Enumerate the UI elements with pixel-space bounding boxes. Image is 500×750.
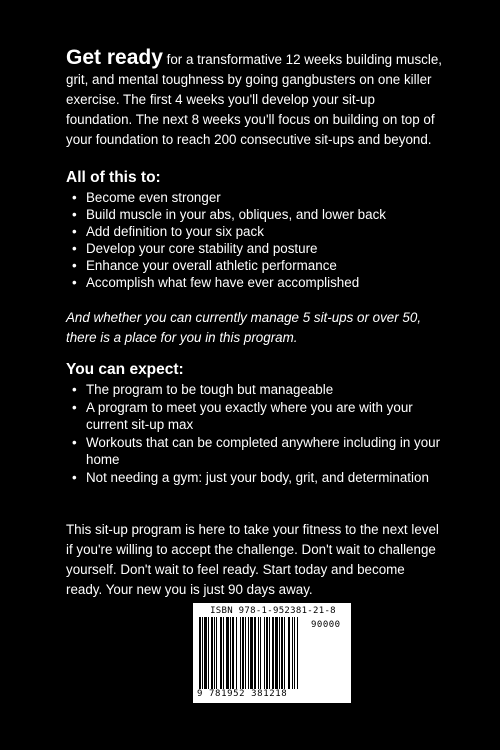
list-item: • Not needing a gym: just your body, grit, and determination	[66, 469, 442, 486]
barcode-bar	[214, 617, 215, 689]
barcode-bar	[223, 617, 224, 689]
barcode-bar	[211, 617, 213, 689]
barcode-bar	[242, 617, 244, 689]
closing-paragraph: This sit-up program is here to take your fitness to the next level if you're willing to accept the challenge. Don't wait to challenge yourself. Don't wait to feel ready. Start today and become ready. Your new you is just 90 days away.	[66, 522, 439, 597]
isbn-label: ISBN 978-1-952381-21-8	[210, 606, 336, 616]
barcode-bar	[245, 617, 246, 689]
barcode-bar	[199, 617, 201, 689]
barcode-bar	[279, 617, 280, 689]
barcode-bar	[264, 617, 265, 689]
barcode-bar	[260, 617, 261, 689]
list-item: • A program to meet you exactly where you are with your current sit-up max	[66, 399, 442, 433]
barcode-bar	[240, 617, 241, 689]
barcode-bar	[236, 617, 237, 689]
list-item: • Accomplish what few have ever accomplished	[66, 274, 442, 291]
barcode-bar	[250, 617, 253, 689]
barcode-bar	[288, 617, 290, 689]
list-item: • Enhance your overall athletic performance	[66, 257, 442, 274]
isbn-barcode	[193, 603, 351, 703]
intro-text: for a transformative 12 weeks building muscle, grit, and mental toughness by going gangbusters on one killer exercise. The first 4 weeks you'll develop your sit-up foundation. The next 8 weeks you'll focus on building on top of your foundation to reach 200 consecutive sit-ups and beyond.	[66, 52, 442, 147]
barcode-bar	[226, 617, 229, 689]
expect-list	[66, 381, 442, 486]
barcode-bar	[292, 617, 293, 689]
list-item: • Become even stronger	[66, 189, 442, 206]
barcode-bar	[202, 617, 203, 689]
barcode-digits: 9 781952 381218	[197, 689, 288, 699]
list-item: • Add definition to your six pack	[66, 223, 442, 240]
cover-text	[66, 48, 442, 600]
list-item: • The program to be tough but manageable	[66, 381, 442, 398]
list-item: • Workouts that can be completed anywhere including in your home	[66, 434, 442, 468]
italic-note: And whether you can currently manage 5 sit-ups or over 50, there is a place for you in this program.	[66, 310, 422, 345]
intro-paragraph	[66, 48, 442, 150]
barcode-bar	[216, 617, 217, 689]
barcode-bar	[204, 617, 207, 689]
benefits-section	[66, 168, 442, 291]
barcode-bar	[294, 617, 295, 689]
barcode-bar	[208, 617, 209, 689]
expect-section	[66, 360, 442, 486]
barcode-bar	[297, 617, 298, 689]
list-item: • Develop your core stability and posture	[66, 240, 442, 257]
barcode-bar	[269, 617, 270, 689]
barcode-bar	[275, 617, 278, 689]
barcode-bar	[220, 617, 222, 689]
expect-heading: You can expect:	[66, 361, 184, 378]
list-item: • Build muscle in your abs, obliques, and lower back	[66, 206, 442, 223]
barcode-bar	[248, 617, 249, 689]
barcode-bar	[266, 617, 268, 689]
intro-lead: Get ready	[66, 46, 163, 69]
barcode-bars	[198, 617, 310, 689]
barcode-bar	[258, 617, 259, 689]
benefits-heading: All of this to:	[66, 169, 161, 186]
benefits-list	[66, 189, 442, 291]
barcode-bar	[281, 617, 283, 689]
barcode-bar	[232, 617, 234, 689]
barcode-bar	[284, 617, 285, 689]
barcode-bar	[272, 617, 274, 689]
price-code: 90000	[311, 620, 341, 630]
barcode-bar	[230, 617, 231, 689]
barcode-bar	[254, 617, 256, 689]
